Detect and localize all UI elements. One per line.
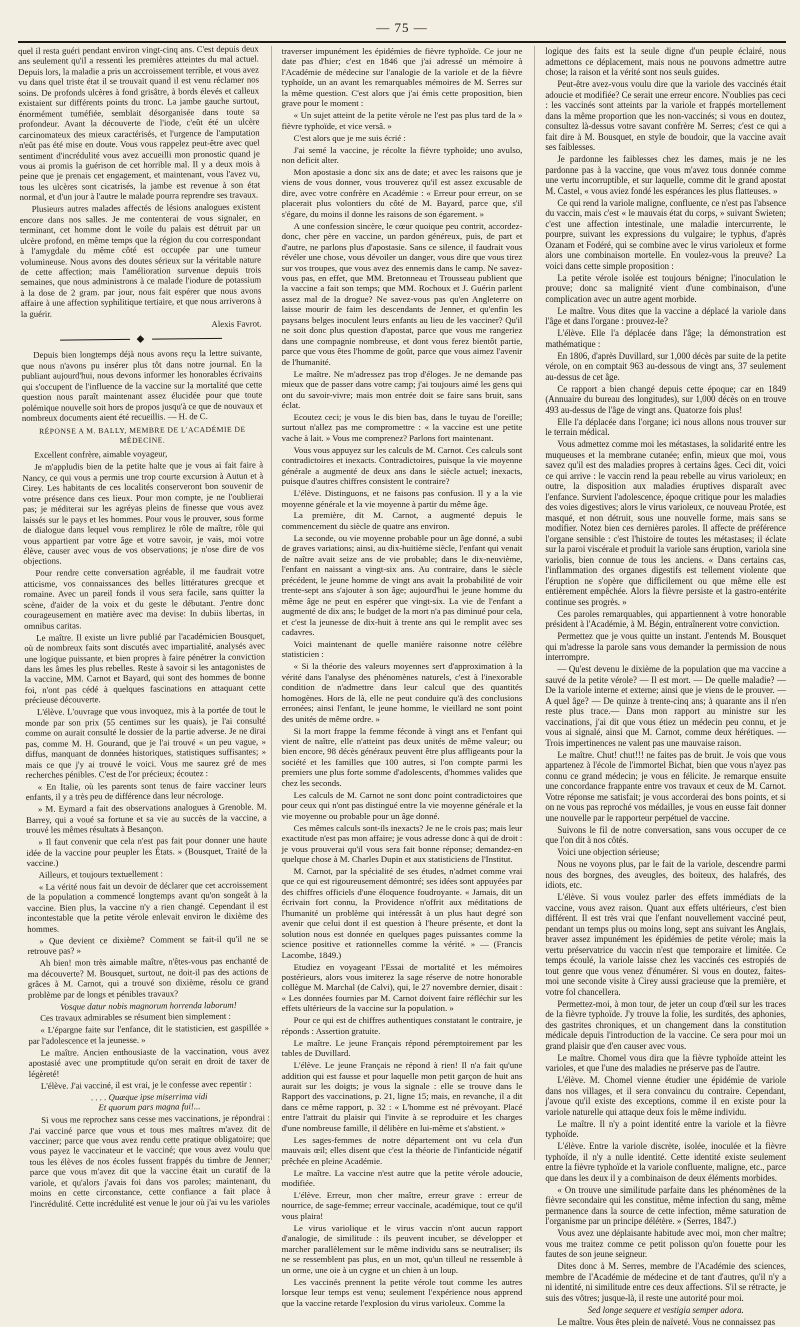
paragraph: Voici maintenant de quelle manière raisonne notre célèbre statisticien : <box>282 639 523 660</box>
paragraph: La première, dit M. Carnot, a augmenté depuis le commencement du siècle de quatre ans environ. <box>282 510 523 531</box>
paragraph: L'élève. Le jeune Français ne répond à rien! Il n'a fait qu'une addition qui est fausse et pour laquelle mon petit garçon de huit ans aurait sur les doigts; je vous la signale : elle se trouve dans le Rapport des vaccinations, p. 21, ligne 15; mais, en revanche, il a dit dans ce même rapport, p. 32 : « L'homme est né prévoyant. Placé entre l'attrait du plaisir qui l'invite à se reproduire et les charges d'une nombreuse famille, il délibère en lui-même et s'abstient. » <box>282 1060 523 1133</box>
paragraph: logique des faits est la seule digne d'un peuple éclairé, nous admettons ce déplacement, mais nous ne pouvons admettre autre chose; la raison et la vérité sont nos seuls guides. <box>545 46 786 78</box>
paragraph: Les calculs de M. Carnot ne sont donc point contradictoires que pour ceux qui n'ont pas distingué entre la vie moyenne générale et la vie moyenne ou probable pour un âge donné. <box>282 790 523 821</box>
paragraph: Le maître. Il n'y a point identité entre la variole et la fièvre typhoïde. <box>545 1119 786 1140</box>
paragraph: Permettez que je vous quitte un instant. J'entends M. Bousquet qui m'adresse la parole sans vous demander la permission de nous interrompre. <box>545 631 786 663</box>
paragraph: Le maître. Ne m'adressez pas trop d'éloges. Je ne demande pas mieux que de passer dans votre camp; j'ai toujours aimé les gens qui ont du savoir-vivre; mais mon entrée doit se faire sans bruit, sans éclat. <box>282 369 523 411</box>
paragraph: L'élève. Elle l'a déplacée dans l'âge; la démonstration est mathématique : <box>545 328 786 349</box>
paragraph: Depuis bien longtemps déjà nous avons reçu la lettre suivante, que nous n'avons pu insérer plus tôt dans notre journal. En la publiant aujourd'hui, nous devons informer les honorables écrivains qui s'occupent de l'influence de la vaccine sur la mortalité que cette question nous paraît maintenant assez élucidée pour que toute polémique nouvelle soit hors de propos jusqu'à ce que de nouvaux et nombreux documents aient été recueillis. — H. de C. <box>21 348 262 424</box>
ornament-separator: ◆ <box>21 333 262 347</box>
quote-paragraph: « En Italie, où les parents sont tenus de faire vacciner leurs enfants, il y a très peu de différence dans leur nécrologe. <box>26 779 267 802</box>
column-3 <box>534 46 786 1160</box>
paragraph: Voici une objection sérieuse; <box>545 847 786 858</box>
paragraph: quel il resta guéri pendant environ vingt-cinq ans. C'est depuis deux ans seulement qu'il a ressenti les premières atteintes du mal actuel. Depuis lors, la maladie a pris un accroissement terrible, et vous avez vu dans quel triste état il se trouvait quand il est venu réclamer nos soins. De profonds ulcères à fond grisâtre, à bords élevés et calleux existaient sur différents points du tronc. La jambe gauche surtout, énormément tuméfiée, semblait désorganisée dans toute sa profondeur. Avant la découverte de l'iode, c'eût été un ulcère carcinomateux des mieux caractérisés, et l'urgence de l'amputation n'eût pas été mise en doute. Vous vous rappelez peut-être avec quel sentiment d'incrédulité vous avez accueilli mon pronostic quand je vous ai promis la guérison de cet horrible mal. Il y a deux mois à peine que je prenais cet engagement, et maintenant, vous l'avez vu, tous les ulcères sont cicatrisés, la jambe est revenue à son état normal, et d'un jour à l'autre le malade pourra reprendre ses travaux. <box>18 43 260 202</box>
paragraph: C'est alors que je me suis écrié : <box>282 133 523 143</box>
paragraph: Ces mêmes calculs sont-ils inexacts? Je ne le crois pas; mais leur exactitude n'est pas mon affaire; je vous adresse donc à qui de droit : je vous prouverai qu'il vous sera fait bonne réponse; demandez-en quelque chose à M. Charles Dupin et aux statisticiens de l'Institut. <box>282 823 523 865</box>
quote-paragraph: » M. Eymard a fait des observations analogues à Grenoble. M. Barrey, qui a voué sa fortune et sa vie au succès de la vaccine, a trouvé les mêmes résultats à Besançon. <box>26 802 267 836</box>
paragraph: Etudiez en voyageant l'Essai de mortalité et les mémoires postérieurs, alors vous imiterez la sage réserve de notre honorable collègue M. Marchal (de Calvi), qui, le 27 novembre dernier, disait : « Les données fournies par M. Carnot doivent faire réfléchir sur les effets ultérieurs de la vaccine sur la population. » <box>282 962 523 1014</box>
latin-quote: Vosque datur nobis magnorum horrenda laborum! <box>28 999 269 1012</box>
paragraph: L'élève. Distinguons, et ne faisons pas confusion. Il y a la vie moyenne générale et la vie moyenne à partir du même âge. <box>282 488 523 509</box>
paragraph: M. Carnot, par la spécialité de ses études, n'admet comme vrai que ce qui est rigoureusement démontré; ses idées sont appuyées par des chiffres officiels d'une éloquence foudroyante. « Jamais, dit un écrivain fort connu, la Providence n'offrit aux méditations de l'humanité un problème qui intéressât à un plus haut degré son avenir que celui dont il est question à l'heure présente, et dont la solution nous est donnée en quelques pages puissantes comme la science positive et rationnelles comme la vérité. » — (Francis Lacombe, 1849.) <box>282 866 523 960</box>
paragraph: Vous avez une déplaisante habitude avec moi, mon cher maître; vous me traitez comme ce petit polisson qu'on fouette pour les fautes de son jeune seigneur. <box>545 1228 786 1260</box>
paragraph: Je m'appludis bien de la petite halte que je vous ai fait faire à Nancy, ce qui vous a permis une trop courte excursion à Autun et à Cirey. Les habitants de ces localités conserveront bon souvenir de votre présence dans ces lieux. Pour mon compte, je ne l'oublierai pas; je méditerai sur les agréyas pleins de finesse que vous avez laissés sur le pays et les hommes. Pour vous le prouver, sous forme de dialogue dans lequel vous remplirez le rôle de maître, rôle qui vous appartient par votre âge et votre savoir, je vais, moi votre élève, causer avec vous de vos observations; je n'ose dire de vos objections. <box>22 460 264 567</box>
paragraph: Peut-être avez-vous voulu dire que la variole des vaccinés était adoucie et modifiée? Ce serait une erreur encore. N'oublies pas ceci : les vaccinés sont atteints par la variole et frappés mortellement dans la même proportion que les non-vaccinés; si vous en doutez, consultez là-dessus votre savant confrère M. Serres; c'est ce qui a fait dire à M. Bousquet, en style de boudoir, que la vaccine avait ses faiblesses. <box>545 79 786 153</box>
paragraph: Plusieurs autres malades affectés de lésions analogues existent encore dans nos salles. Je me contenterai de vous signaler, en terminant, cet homme dont le voile du palais est détruit par un ulcère profond, en même temps que la région du cou correspondant à l'amygdale du même côté est occupée par une tumeur volumineuse. Nous avons des doutes sérieux sur la véritable nature de cette affection; mais l'amélioration survenue depuis trois semaines, que nous administrons à ce malade l'iodure de potassium à la dose de 2 gram. par jour, nous fait espérer que nous avons affaire à une affection syphilitique tertiaire, et que nous arriverons à la guérir. <box>20 202 262 319</box>
paragraph: Le maître. Ancien enthousiaste de la vaccination, vous avez apostasié avec une promptitude qu'on serait en droit de taxer de légèreté! <box>28 1045 269 1079</box>
paragraph: L'élève. L'ouvrage que vous invoquez, mis à la portée de tout le monde par son prix (55 centimes sur les quais), je l'ai consulté comme on aurait consulté le dossier de la partie adverse. Je ne dirai pas, comme M. H. Gourand, que je l'ai trouvé « un peu vague, » diffus, manquant de données historiques, statistiques suffisantes; » mais ce que j'y ai trouvé le voici. Vous me saurez gré de mes recherches pénibles. C'est de l'or précieux; écoutez : <box>25 705 266 781</box>
paragraph: Les sages-femmes de notre département ont vu cela d'un mauvais œil; elles disent que c'est la théorie de l'infanticide négatif prêchée en pleine Académie. <box>282 1135 523 1166</box>
paragraph: Le maître. Vous dites que la vaccine a déplacé la variole dans l'âge et dans l'organe : prouvez-le? <box>545 306 786 327</box>
paragraph: Le maître. Chut! chut!!! ne faites pas de bruit. Je vois que vous appartenez à l'école de l'immortel Bichat, bien que vous n'ayez pas connu ce grand médecin; je vous en félicite. Je remarque ensuite une concordance frappante entre vos travaux et ceux de M. Carnot. Votre réponse me satisfait; je vous accorderai des bons points, et si on ne vous pas reproché vos médailles, je vous en eusse fait donner une nouvelle par le rapporteur perpétuel de vaccine. <box>545 750 786 824</box>
paragraph: Ah bien! mon très aimable maître, n'êtes-vous pas enchanté de ma découverte? M. Bousquet, surtout, ne doit-il pas des actions de grâces à M. Carnot, qui a trouvé son dixième, résolu ce grand problème par de longs et pénibles travaux? <box>28 956 269 1000</box>
salutation: Excellent confrère, aimable voyageur, <box>22 448 263 461</box>
paragraph: J'ai semé la vaccine, je récolte la fièvre typhoïde; uno avulso, non deficit alter. <box>282 145 523 166</box>
quote-paragraph: « La vérité nous fait un devoir de déclarer que cet accroissement de la population a commencé longtemps avant qu'on songeât à la vaccine. Bien plus, la vaccine n'y a rien changé. Cependant il est incontestable que la petite vérole enlevait environ le dixième des hommes. <box>27 879 268 934</box>
header-rule <box>18 41 786 43</box>
paragraph: L'élève. M. Chomel vienne étudier une épidémie de variole dans nos villages, et il sera convaincu du contraire. Cependant, j'avoue qu'il existe des exceptions, comme il en existe pour la variole naturelle qui attaque deux fois le même individu. <box>545 1075 786 1117</box>
quote-paragraph: « On trouve une similitude parfaite dans les phénomènes de la fièvre secondaire qui les constitue, même infection du sang, même permanence dans la source de cette infection, même saturation de l'organisme par un principe délétère. » (Serres, 1847.) <box>545 1185 786 1227</box>
paragraph: Vous admettez comme moi les métastases, la solidarité entre les muqueuses et la membrane cutanée; enfin, mieux que moi, vous savez qu'il est des maladies propres à certains âges. Ceci dit, voici ce qui arrive : le vaccin rend la peau rebelle au virus varioleux; en outre, la disposition aux maladies éruptives disparaît avec l'enfance. Survient l'adolescence, époque critique pour les maladies des voies digestives; alors le virus varioleux, ce nouveau Protée, est masqué, et non détruit, sous une nouvelle forme, mais sans se modifier. Notez bien ces dernières paroles. Il affecte de préférence l'organe sensible : c'est l'histoire de toutes les métastases; il éclate sur la paroi viscérale et produit la variole sans éruption, variola sine variolis, bien connue de tous les anciens. « Dans certains cas, l'inflammation des organes digestifs est tellement violente que l'éruption ne s'opère que difficilement ou que même elle est entièrement empêchée. Alors la fièvre persiste et la gastro-entérite continue ses progrès. » <box>545 439 786 607</box>
latin-quote: Sed longe sequere et vestigia semper adora. <box>545 1305 786 1316</box>
paragraph: Pour rendre cette conversation agréable, il me faudrait votre atticisme, vos connaissances des belles littératures grecque et romaine. Avec un pareil fonds il vous sera facile, sans quitter la scène, d'aider de la voix et du geste le débutant. J'entre donc courageusement en matière avec ma devise: In dubiis libertas, in omnibus caritas. <box>23 566 264 631</box>
paragraph: Le virus variolique et le virus vaccin n'ont aucun rapport d'analogie, de similitude : ils peuvent incuber, se développer et marcher parallèlement sur le même individu sans se neutraliser; ils ne se ressemblent pas plus, en un mot, qu'un tilleul ne ressemble à un orme, une oie à un cygne et un chien à un loup. <box>282 1223 523 1275</box>
paragraph: Permettez-moi, à mon tour, de jeter un coup d'œil sur les traces de la fièvre typhoïde. J'y trouve la folie, les surdités, des aphonies, des gastrites chroniques, et un changement dans la constitution médicale depuis l'introduction de la vaccine. Ce sera pour moi un grand plaisir que d'en causer avec vous. <box>545 999 786 1052</box>
paragraph: Elle l'a déplacée dans l'organe; ici nous allons nous trouver sur le terrain médical. <box>545 417 786 438</box>
paragraph: Suivons le fil de notre conversation, sans vous occuper de ce que l'on dit à nos côtés. <box>545 825 786 846</box>
latin-quote: . . . . Quæque ipse miserrima vidi Et quorum pars magna fui!... <box>29 1090 270 1113</box>
quote-paragraph: « L'épargne faite sur l'enfance, dit le statisticien, est gaspillée » par l'adolescence et la jeunesse. » <box>28 1023 269 1046</box>
quote-paragraph: « Un sujet atteint de la petite vérole ne l'est pas plus tard de la » fièvre typhoïde, et vice versâ. » <box>282 110 523 131</box>
paragraph: L'élève. J'ai vacciné, il est vrai, je le confesse avec repentir : <box>29 1078 270 1091</box>
paragraph: Ces paroles remarquables, qui appartiennent à votre honorable président à l'Académie, à M. Bégin, entraînerent votre conviction. <box>545 609 786 630</box>
column-1 <box>18 43 270 1159</box>
paragraph: Mon apostasie a donc six ans de date; et avec les raisons que je viens de vous donner, vous trouverez qu'il est assez excusable de dire, avec votre confrère en Académie : « Erreur pour erreur, on se placerait plus volontiers du côté de M. Bayard, parce que, s'il s'égare, du moins il donne les raisons de son égarement. » <box>282 167 523 219</box>
paragraph: L'élève. Entre la variole discrète, isolée, inoculée et la fièvre typhoïde, il n'y a nulle identité. Cette identité existe seulement entre la fièvre typhoïde et la variole confluente, maligne, etc., parce que dans les deux il y a combinaison de deux éléments morbides. <box>545 1141 786 1183</box>
paragraph: Le maître. La vaccine n'est autre que la petite vérole adoucie, modifiée. <box>282 1168 523 1189</box>
paragraph: Le maître. Chomel vous dira que la fièvre typhoïde atteint les varioles, et que l'une des maladies ne préserve pas de l'autre. <box>545 1053 786 1074</box>
quote-paragraph: » Que devient ce dixième? Comment se fait-il qu'il ne se retrouve pas? » <box>27 933 268 956</box>
paragraph: L'élève. Si vous voulez parler des effets immédiats de la vaccine, vous avez raison. Quant aux effets ultérieurs, c'est bien différent. Il est très vrai que l'enfant nouvellement vacciné peut, pendant un temps plus ou moins long, sept ans suivant les Anglais, braver assez impunément les épidémies de petite vérole; mais la vertu préservatrice du vaccin n'est que temporaire et limitée. Ce temps écoulé, la variole laisse chez les vaccinés ces estropiés de tout genre que vous venez d'énumérer. Si vous en doutez, faites-moi une seconde visite à Cirey aussi gracieuse que la première, et votre fol chancellera. <box>545 892 786 997</box>
paragraph: Le maître. Le jeune Français répond péremptoirement par les tables de Duvillard. <box>282 1038 523 1059</box>
section-title: RÉPONSE A M. BALLY, MEMBRE DE L'ACADÉMIE DE MÉDECINE. <box>22 425 263 448</box>
paragraph: traverser impunément les épidémies de fièvre typhoïde. Ce jour ne date pas d'hier; c'est en 1846 que j'ai adressé un mémoire à l'Académie de médecine sur l'analogie de la variole et de la fièvre typhoïde, un an avant les remarquables mémoires de M. Serres sur la même question. C'est alors que j'ai émis cette proposition, bien grave pour le moment : <box>282 46 523 109</box>
paragraph: Si vous me reprochez sans cesse mes vaccinations, je répondrai : J'ai vacciné parce que vous et tous mes maîtres m'avez dit de vacciner; parce que vous avez rendu cette pratique obligatoire; que vous payez le vaccinateur et le vacciné; que vous avez voulu que tous les élèves de nos écoles fussent frappés du timbre de Jenner; parce que vous m'avez dit que la vaccine était un curatif de la variole, et qu'alors j'avais foi dans vos paroles; maintenant, du moins en cette circonstance, cette confiance a fait place à l'incrédulité. Cette incrédulité est venue le jour où j'ai vu les varioles <box>29 1112 271 1209</box>
paragraph: Nous ne voyons plus, par le fait de la variole, descendre parmi nous des borgnes, des aveugles, des boiteux, des halafrés, des idiots, etc. <box>545 859 786 891</box>
page-number: — 75 — <box>18 20 786 36</box>
paragraph: Dites donc à M. Serres, membre de l'Académie des sciences, membre de l'Académie de médecine et de tant d'autres, qu'il n'y a ni identité, ni similitude entre ces deux affections. S'il se rétracte, je suis des vôtres; jusque-là, il reste une autorité pour moi. <box>545 1261 786 1303</box>
paragraph: L'élève. Erreur, mon cher maître, erreur grave : erreur de nourrice, de sage-femme; erreur vaccinale, académique, tout ce qu'il vous plaira! <box>282 1190 523 1221</box>
paragraph: La petite vérole isolée est toujours bénigne; l'inoculation le prouve; donc sa malignité vient d'une combinaison, d'une complication avec un autre agent morbide. <box>545 273 786 305</box>
paragraph: Si la mort frappe la femme féconde à vingt ans et l'enfant qui vient de naître, elle n'atteint pas deux unités de même valeur; ou bien encore, 98 décès généraux peuvent être plus affligeants pour la société et les familles que 100 autres, si l'on compte parmi les premiers une plus forte somme d'adolescents, d'hommes valides que chez les seconds. <box>282 726 523 789</box>
paragraph: Ce qui rend la variole maligne, confluente, ce n'est pas l'absence du vaccin, mais c'est « le mauvais état du corps, » suivant Swieten; c'est une affection intestinale, une maladie intercurrente, le pourpre, suivant les expressions du vulgaire; le typhus, d'après Ozanam et Fodéré, qui se combine avec le virus varioleux et forme alors une combinaison mortelle. En voulez-vous la preuve? La voici dans cette simple proposition : <box>545 198 786 272</box>
quote-paragraph: » Il faut convenir que cela n'est pas fait pour donner une haute idée de la vaccine pour peupler les États. » (Bousquet, Traité de la vaccine.) <box>26 835 267 869</box>
paragraph: Le maître. Il existe un livre publié par l'académicien Bousquet, où de nombreux faits sont discutés avec impartialité, analysés avec une logique puissante, et bien propres à faire pénétrer la conviction dans les âmes les plus rebelles. Reste à savoir si les antagonistes de la vaccine, MM. Carnot et Bayard, qui sont des hommes de bonne foi, n'ont pas cédé à quelques fascinations en attaquant cette précieuse découverte. <box>24 630 265 706</box>
paragraph: Ce rapport a bien changé depuis cette époque; car en 1849 (Annuaire du bureau des longitudes), sur 1,000 décès on en trouve 493 au-dessus de l'âge de vingt ans. Quatorze fois plus! <box>545 384 786 416</box>
column-2 <box>271 46 523 1160</box>
page-header <box>18 14 786 46</box>
paragraph: Pour ce qui est de chiffres authentiques constatant le contraire, je réponds : Assertion gratuite. <box>282 1015 523 1036</box>
paragraph: Les vaccinés prennent la petite vérole tout comme les autres lorsque leur temps est venu; seulement l'expérience nous apprend que la vaccine retarde l'explosion du virus varioleux. Comme la <box>282 1277 523 1308</box>
paragraph: Vous vous appuyez sur les calculs de M. Carnot. Ces calculs sont contradictoires et inexacts. Contradictoires, puisque la vie moyenne générale a augmenté de deux ans dans le siècle actuel; inexacts, puisque d'autres chiffres consistent le contraire? <box>282 445 523 487</box>
quote-paragraph: « Si la théorie des valeurs moyennes sert d'approximation à la vérité dans l'analyse des phénomènes naturels, c'est à l'inexorable condition de n'admettre dans leur calcul que des quantités homogènes. Hors de là, elle ne peut conduire qu'à des conclusions erronées; ainsi l'enfant, le jeune homme, le vieillard ne sont point des unités de même ordre. » <box>282 661 523 724</box>
paragraph: Je pardonne les faiblesses chez les dames, mais je ne les pardonne pas à la vaccine, que vous m'avez tous donnée comme une vertu incorruptible, et sur laquelle, comme dit le grand apostat M. Castel, « vous aviez fondé les espérances les plus flatteuses. » <box>545 154 786 196</box>
paragraph: Ailleurs, et toujours textuellement : <box>27 868 268 881</box>
paragraph: A une confession sincère, le cœur quoique peu contrit, accordez-donc, cher père en vaccine, un pardon généreux, puis, de part et d'autre, ne parlons plus d'apostasie. Sans ce silence, il faudrait vous révéler une chose, vous dévoiler un danger, vous dire que vous tirez sur vos troupes, que vous avez des ennemis dans le camp. Ne savez-vous pas, en effet, que MM. Bretonneau et Trousseau publient que la vaccine a fait son temps; que MM. Rochoux et J. Guérin parlent assez mal de la drogue? Ne savez-vous pas qu'en Angleterre on laisse mourir de faim les descendants de Jenner, et qu'enfin les paysans belges inoculent leurs enfants au lieu de les vacciner? Qu'il ne soit donc plus question d'apostat, parce que vous me rangeriez dans une compagnie nombreuse, et dont vous ferez bientôt partie, parce que vous êtes l'homme de goût, parce que vous aimez l'avenir de l'humanité. <box>282 221 523 367</box>
paragraph: La seconde, ou vie moyenne probable pour un âge donné, a subi de graves variations; ainsi, au dix-huitième siècle, l'enfant qui venait de naître avait seize ans de vie probable; dans le dix-neuvième, l'enfant en naissant a vingt-six ans. Au contraire, dans le siècle précédent, le jeune homme de vingt ans avait la probabilité de voir trente-sept ans s'ajouter à son âge; aujourd'hui le jeune homme du même âge ne peut en espérer que vingt-six. La vie de l'enfant a augmenté de dix ans; le budget de la mort n'a pas diminué pour cela, et c'est la jeunesse de dix-huit à trente ans qui le remplit avec ses cadavres. <box>282 533 523 638</box>
text-columns <box>18 46 786 1160</box>
paragraph: En 1806, d'après Duvillard, sur 1,000 décès par suite de la petite vérole, on en comptait 963 au-dessous de vingt ans, 37 seulement au-dessus de cet âge. <box>545 351 786 383</box>
signature: Alexis Favrot. <box>21 318 262 331</box>
paragraph: — Qu'est devenu le dixième de la population que ma vaccine a sauvé de la petite vérole? — Il est mort. — De quelle maladie? — De la variole interne et externe; ainsi que je viens de le prouver. — A quel âge? — De quinze à trente-cinq ans; à quarante ans il n'en reste plus trace.— Dans mon rapport au ministre sur les vaccinations, j'ai dit que vous étiez un médecin peu connu, et je vous ai signalé, ainsi que M. Carnot, comme deux hérétiques. — Trois impertinences ne valent pas une mauvaise raison. <box>545 664 786 748</box>
paragraph: Le maître. Vous êtes plein de naïveté. Vous ne connaissez pas <box>545 1317 786 1327</box>
paragraph: Ces travaux admirables se résument bien simplement : <box>28 1011 269 1024</box>
paragraph: Ecoutez ceci; je vous le dis bien bas, dans le tuyau de l'oreille; surtout n'allez pas me compromettre : « la vaccine est une petite vache à lait. » Vous me comprenez? Parlons fort maintenant. <box>282 412 523 443</box>
